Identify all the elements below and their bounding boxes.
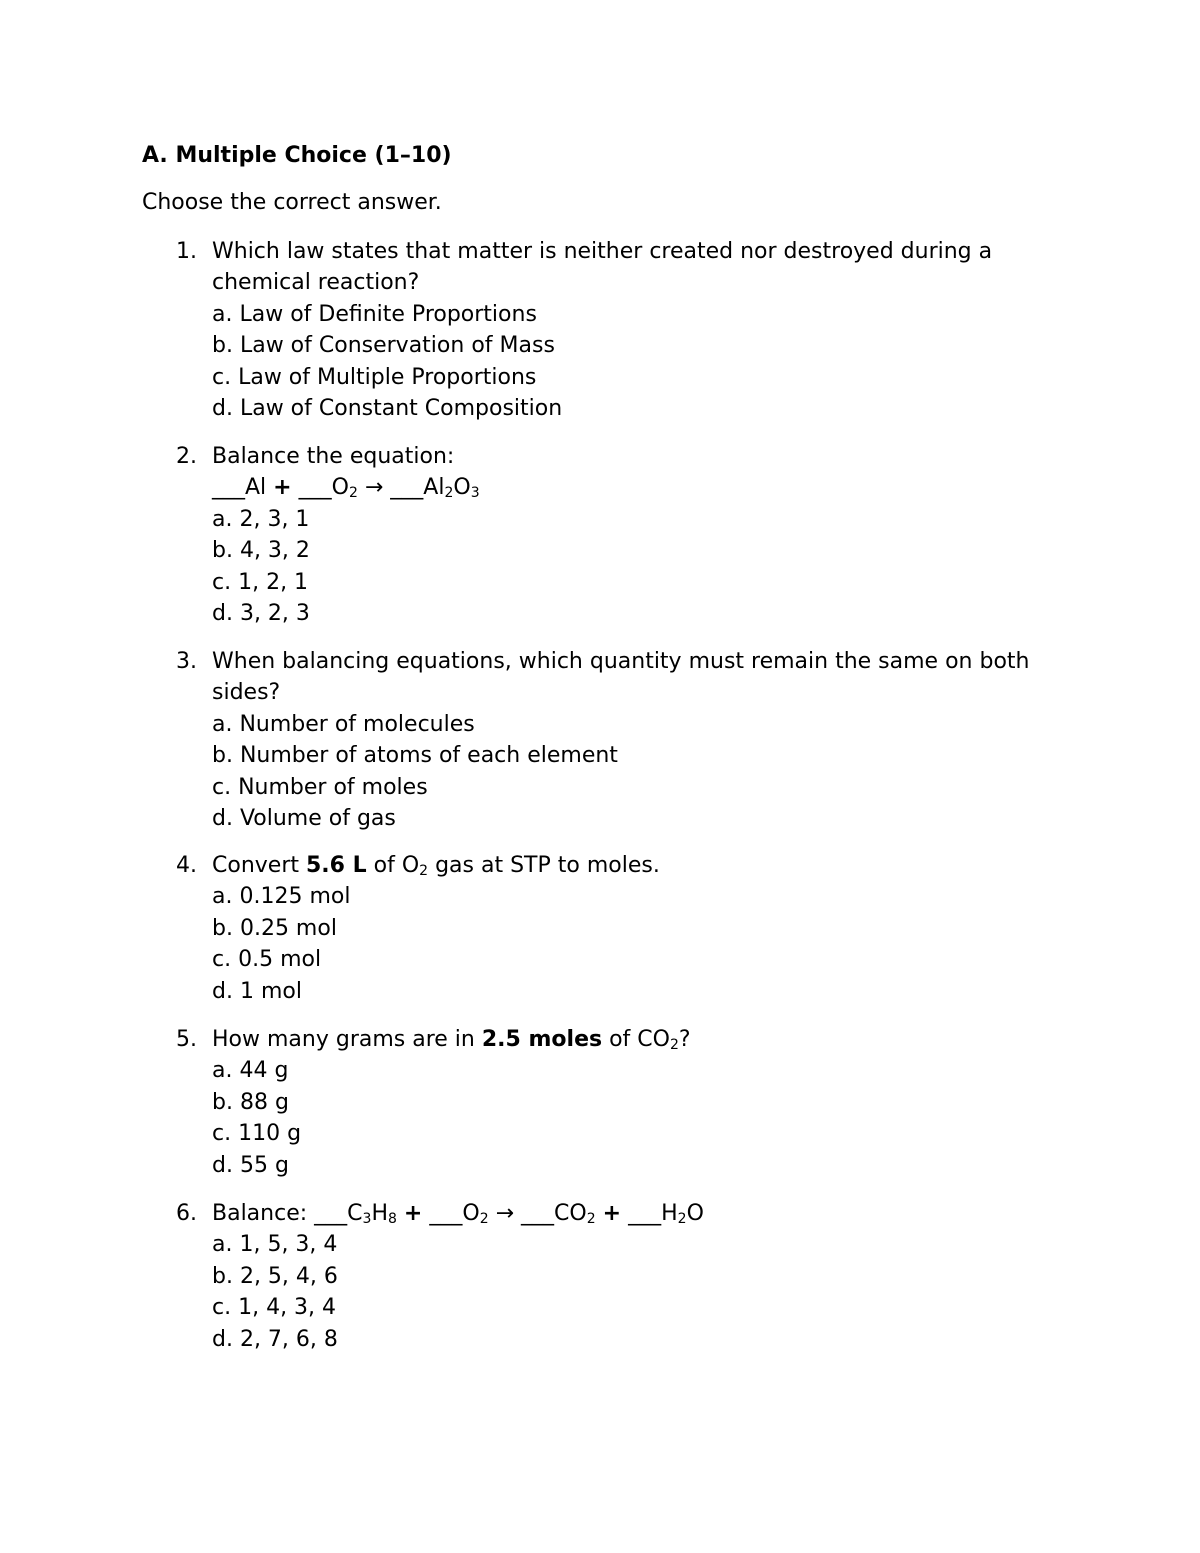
option-b: b. 2, 5, 4, 6 xyxy=(212,1263,338,1289)
formula-o: O xyxy=(331,475,349,501)
blank: ___ xyxy=(429,1201,463,1226)
instruction-text: Choose the correct answer. xyxy=(142,190,442,215)
question-number: 6. xyxy=(176,1201,197,1226)
plus-sign: + xyxy=(403,1201,423,1226)
stem-text: ? xyxy=(678,1027,691,1052)
stem-emphasis: 5.6 L xyxy=(305,853,367,878)
subscript: 2 xyxy=(677,1211,687,1227)
question-body xyxy=(212,1024,1072,1181)
question-number: 1. xyxy=(176,239,197,264)
stem-text: Balance: xyxy=(212,1201,315,1226)
option-d: d. 2, 7, 6, 8 xyxy=(212,1326,338,1352)
subscript: 2 xyxy=(669,1037,679,1053)
option-a: a. Number of molecules xyxy=(212,711,475,737)
stem-text: of O xyxy=(366,853,420,878)
question-body xyxy=(212,441,1072,629)
subscript: 2 xyxy=(479,1211,489,1227)
question-stem: When balancing equations, which quantity must remain the same on both sides? xyxy=(212,649,1030,706)
blank: ___ xyxy=(628,1201,662,1226)
stem-text: How many grams are in xyxy=(212,1027,482,1052)
option-d: d. 55 g xyxy=(212,1152,289,1178)
stem-text: of CO xyxy=(602,1027,670,1052)
arrow-icon: → xyxy=(364,475,384,501)
question-body xyxy=(212,236,1072,424)
option-c: c. 1, 4, 3, 4 xyxy=(212,1295,337,1321)
question-stem xyxy=(212,1198,1072,1229)
formula-h: H xyxy=(661,1201,678,1226)
option-c: c. Law of Multiple Proportions xyxy=(212,364,537,390)
question-stem: Balance the equation: xyxy=(212,444,455,469)
question-body xyxy=(212,646,1072,834)
subscript: 2 xyxy=(586,1211,596,1227)
option-a: a. 2, 3, 1 xyxy=(212,506,310,532)
option-d: d. Volume of gas xyxy=(212,805,396,831)
formula-al: Al xyxy=(423,475,445,501)
option-b: b. Law of Conservation of Mass xyxy=(212,333,555,359)
arrow-icon: → xyxy=(495,1201,515,1226)
option-c: c. 0.5 mol xyxy=(212,947,322,973)
subscript: 8 xyxy=(388,1211,397,1227)
option-a: a. Law of Definite Proportions xyxy=(212,301,537,327)
section-title: A. Multiple Choice (1–10) xyxy=(142,143,452,168)
blank: ___ xyxy=(314,1201,348,1226)
question-stem: Which law states that matter is neither created nor destroyed during a chemical reaction? xyxy=(212,239,993,296)
blank: ___ xyxy=(212,475,245,501)
blank: ___ xyxy=(521,1201,555,1226)
formula-h: H xyxy=(371,1201,388,1226)
formula-o: O xyxy=(686,1201,704,1226)
option-b: b. 0.25 mol xyxy=(212,915,337,941)
option-a: a. 44 g xyxy=(212,1058,289,1084)
question-stem xyxy=(212,1024,1072,1055)
option-b: b. Number of atoms of each element xyxy=(212,743,618,769)
formula-al: Al xyxy=(245,475,267,501)
question-stem xyxy=(212,850,1072,881)
option-c: c. 110 g xyxy=(212,1121,302,1147)
plus-sign: + xyxy=(273,475,292,501)
option-a: a. 1, 5, 3, 4 xyxy=(212,1232,338,1258)
question-number: 3. xyxy=(176,649,197,674)
question-number: 2. xyxy=(176,444,197,469)
subscript: 3 xyxy=(362,1211,372,1227)
option-d: d. 1 mol xyxy=(212,978,302,1004)
question-number: 5. xyxy=(176,1027,197,1052)
blank: ___ xyxy=(298,475,332,501)
question-body xyxy=(212,850,1072,1007)
stem-text: gas at STP to moles. xyxy=(428,853,660,878)
option-b: b. 4, 3, 2 xyxy=(212,538,310,564)
option-b: b. 88 g xyxy=(212,1089,289,1115)
option-d: d. 3, 2, 3 xyxy=(212,600,310,626)
stem-emphasis: 2.5 moles xyxy=(481,1027,603,1052)
formula-o: O xyxy=(462,1201,480,1226)
subscript: 2 xyxy=(348,485,358,502)
subscript: 2 xyxy=(444,485,454,502)
blank: ___ xyxy=(390,475,424,501)
option-c: c. 1, 2, 1 xyxy=(212,569,309,595)
formula-co: CO xyxy=(554,1201,587,1226)
plus-sign: + xyxy=(602,1201,622,1226)
option-d: d. Law of Constant Composition xyxy=(212,395,563,421)
stem-text: Convert xyxy=(212,853,306,878)
question-number: 4. xyxy=(176,853,197,878)
option-c: c. Number of moles xyxy=(212,774,428,800)
question-body xyxy=(212,1198,1072,1355)
option-a: a. 0.125 mol xyxy=(212,884,351,910)
formula-c: C xyxy=(347,1201,363,1226)
subscript: 2 xyxy=(419,863,429,879)
subscript: 3 xyxy=(470,485,480,502)
formula-o: O xyxy=(453,475,471,501)
equation-line xyxy=(212,472,1072,503)
